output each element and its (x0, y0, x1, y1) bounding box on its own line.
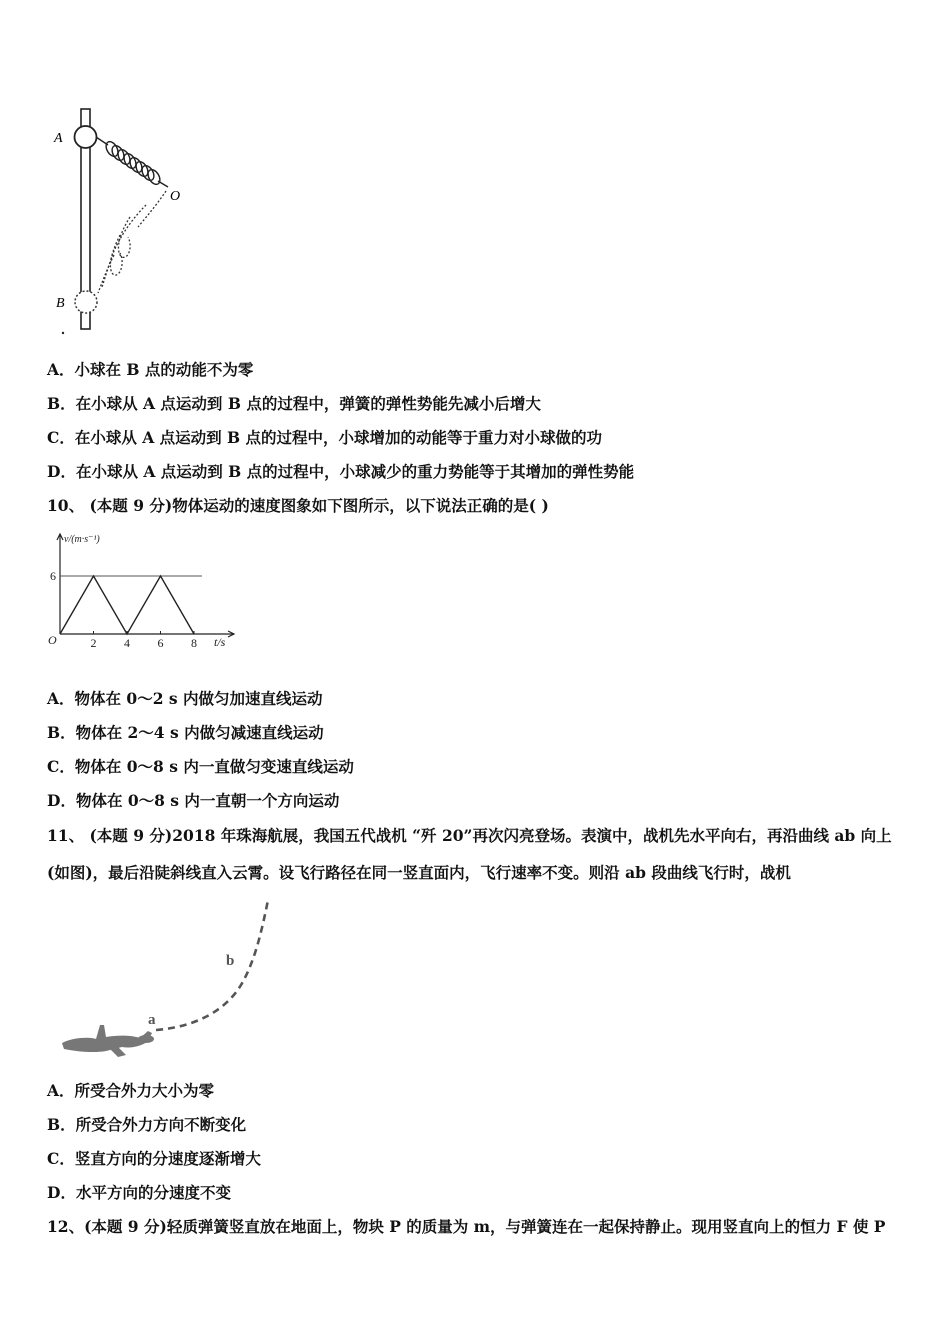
fighter-jet-icon (62, 1025, 154, 1057)
q10-option-a: A．物体在 0～2 s 内做匀加速直线运动 (47, 689, 323, 708)
label-a: a (148, 1012, 156, 1028)
spring-solid (96, 137, 168, 187)
x-tick-label: 8 (191, 636, 197, 650)
x-tick-label: 4 (124, 636, 130, 650)
q9-option-b: B．在小球从 A 点运动到 B 点的过程中，弹簧的弹性势能先减小后增大 (47, 394, 541, 413)
velocity-time-chart (44, 528, 244, 656)
q10-option-c: C．物体在 0～8 s 内一直做匀变速直线运动 (47, 757, 354, 776)
origin-label: O (48, 633, 57, 647)
q9-option-c: C．在小球从 A 点运动到 B 点的过程中，小球增加的动能等于重力对小球做的功 (47, 428, 603, 447)
spring-ball-figure (50, 105, 200, 337)
q10-option-b: B．物体在 2～4 s 内做匀减速直线运动 (47, 723, 324, 742)
spring-dotted (98, 191, 166, 293)
q12-stem: 12、(本题 9 分)轻质弹簧竖直放在地面上，物块 P 的质量为 m，与弹簧连在一起保持静止。现用竖直向上的恒力 F 使 P (47, 1217, 886, 1236)
label-a: A (54, 131, 63, 146)
q11-option-a: A．所受合外力大小为零 (47, 1081, 215, 1100)
label-b: B (56, 296, 65, 311)
x-tick-label: 2 (90, 636, 97, 650)
q11-stem-line-2: (如图)，最后沿陡斜线直入云霄。设飞行路径在同一竖直面内，飞行速率不变。则沿 ab 段曲线飞行时，战机 (47, 863, 791, 882)
label-b: b (226, 953, 235, 969)
y-tick-label: 6 (50, 569, 56, 583)
q9-option-a: A．小球在 B 点的动能不为零 (47, 360, 254, 379)
q11-option-b: B．所受合外力方向不断变化 (47, 1115, 247, 1134)
q10-stem: 10、 (本题 9 分)物体运动的速度图象如下图所示，以下说法正确的是( ) (47, 496, 549, 515)
q10-option-d: D．物体在 0～8 s 内一直朝一个方向运动 (47, 791, 340, 810)
series-line (60, 576, 194, 634)
label-o: O (170, 189, 181, 204)
x-tick-label: 6 (157, 636, 164, 650)
ball-b (75, 291, 97, 313)
y-axis-label: v/(m·s⁻¹) (64, 534, 100, 545)
flight-path (156, 900, 268, 1030)
q9-option-d: D．在小球从 A 点运动到 B 点的过程中，小球减少的重力势能等于其增加的弹性势能 (47, 462, 635, 481)
q11-stem-line-1: 11、 (本题 9 分)2018 年珠海航展，我国五代战机 “歼 20”再次闪亮登场。表演中，战机先水平向右，再沿曲线 ab 向上 (47, 826, 892, 845)
q11-option-c: C．竖直方向的分速度逐渐增大 (47, 1149, 261, 1168)
ball-a (75, 126, 97, 148)
fighter-path-figure (56, 895, 276, 1060)
q11-option-d: D．水平方向的分速度不变 (47, 1183, 231, 1202)
x-axis-label: t/s (214, 635, 226, 649)
